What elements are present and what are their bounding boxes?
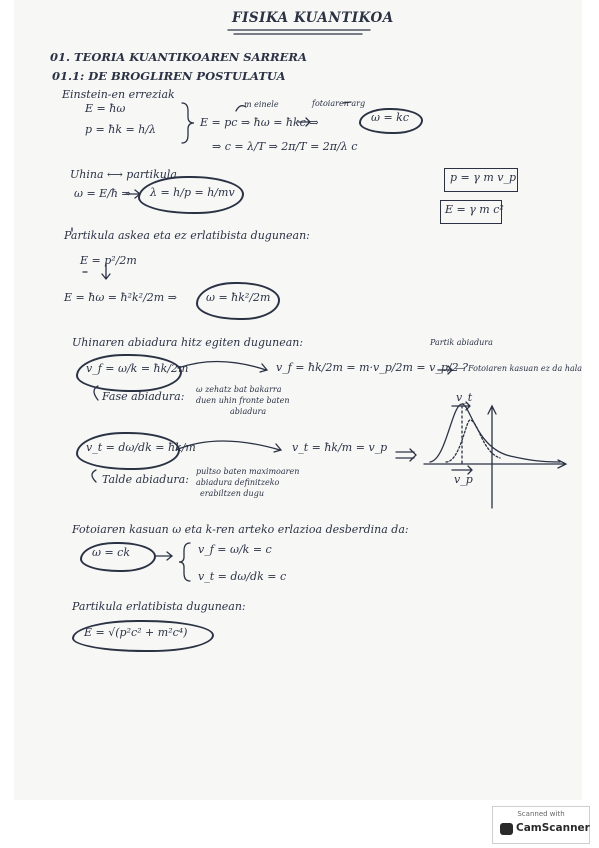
group-desc-line: abiadura definitzeko [196,478,280,487]
equation-group-velocity: v_t = dω/dk = ħk/m [86,441,196,454]
subsection-heading: 01.1: DE BROGLIREN POSTULATUA [52,69,286,83]
annotation-mass: m einele [244,100,279,109]
phase-speed-label: Fase abiadura: [102,390,185,403]
equation-phase-velocity-2: v_f = ħk/2m = m·v_p/2m = v_p/2 ? [276,361,468,374]
equation-w-ck: ω = ck [92,546,131,559]
annotation-photon: fotoiaren arg [312,99,366,108]
scanner-brand: CamScanner [516,822,590,834]
equation-group-c: v_t = dω/dk = c [198,570,287,583]
graph-label-vt: v_t [456,391,473,404]
scanner-caption: Scanned with [517,810,565,818]
equation-kinetic: E = p²/2m [80,254,137,267]
page-title: FISIKA KUANTIKOA [232,10,394,26]
equation-group-velocity-2: v_t = ħk/m = v_p [292,441,388,454]
equation-w-kc: ω = kc [371,111,410,124]
equation-phase-c: v_f = ω/k = c [198,543,272,556]
equation-phase-velocity: v_f = ω/k = ħk/2m [86,362,189,375]
equation-energy-k: E = ħω = ħ²k²/2m ⇒ [64,291,177,304]
group-desc-line: erabiltzen dugu [200,489,264,498]
equation-dispersion: ω = ħk²/2m [206,291,271,304]
group-desc-line: pultso baten maximoaren [196,467,300,476]
equation-e-pc: E = pc ⇒ ħω = ħkc ⇒ [200,116,319,129]
camscanner-logo-icon [500,823,513,835]
relativistic-label: Partikula erlatibista dugunean: [72,600,246,613]
graph-label-vp: v_p [454,473,473,486]
phase-desc-line: abiadura [230,407,267,416]
wave-particle-label: Uhina ⟷ partikula [70,168,177,181]
photon-case-label: Fotoiaren kasuan ω eta k-ren arteko erlazioa desberdina da: [72,523,409,536]
section-heading: 01. TEORIA KUANTIKOAREN SARRERA [50,50,307,64]
annotation-photon-case: ⟶ Fotoiaren kasuan ez da hala [454,364,583,373]
equation-c: ⇒ c = λ/T ⇒ 2π/T = 2π/λ c [212,140,358,153]
equation-energy: E = ħω [85,102,126,115]
free-particle-label: Partikula askea eta ez erlatibista dugunean: [64,229,310,242]
equation-rel-energy: E = γ m c² [445,203,504,216]
equation-rel-momentum: p = γ m v_p [450,171,517,184]
equation-relativistic-energy: E = √(p²c² + m²c⁴) [84,626,188,639]
annotation-particle-speed: Partik abiadura [430,338,493,347]
phase-desc-line: ω zehatz bat bakarra [196,385,282,394]
wave-speed-label: Uhinaren abiadura hitz egiten dugunean: [72,336,304,349]
einstein-label: Einstein-en erreziak [62,88,175,101]
camscanner-badge [492,806,590,844]
equation-momentum: p = ħk = h/λ [85,123,156,136]
phase-desc-line: duen uhin fronte baten [196,396,290,405]
group-speed-label: Talde abiadura: [102,473,189,486]
equation-lambda: λ = h/p = h/mv [150,186,235,199]
equation-omega: ω = E/ħ ⇒ [74,187,131,200]
